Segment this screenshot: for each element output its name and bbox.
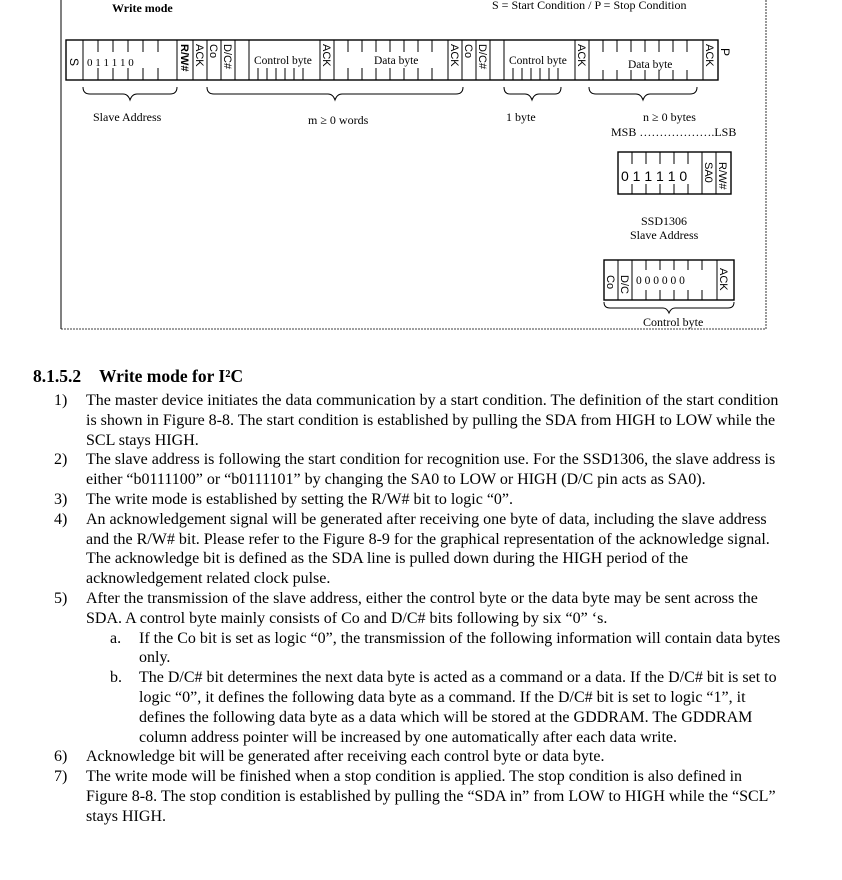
list-item (33, 391, 786, 450)
section-title: Write mode for I²C (99, 366, 244, 386)
one-byte-label: 1 byte (506, 110, 536, 124)
write-mode-section (33, 366, 823, 827)
sub-list-marker: a. (110, 629, 122, 647)
list-item-text: The master device initiates the data communication by a start condition. The definition of the start condition is shown in Figure 8-8. The start condition is established by pulling the SDA from HIGH to LOW while the SCL stays HIGH. (86, 392, 779, 449)
ack-label-1: ACK (193, 44, 205, 67)
write-mode-steps (33, 391, 823, 827)
m-words-label: m ≥ 0 words (308, 113, 369, 127)
list-marker: 4) (54, 510, 68, 528)
slave-address-detail (618, 152, 731, 242)
ack-label-2: ACK (320, 44, 332, 67)
data-byte-label-2: Data byte (628, 59, 673, 71)
slave-detail-bits: 0 1 1 1 1 0 (621, 168, 688, 184)
i2c-frame (66, 40, 732, 80)
slave-detail-caption: Slave Address (630, 228, 699, 242)
dc-label-1: D/C# (221, 44, 233, 70)
sa0-bit-label: SA0 (702, 162, 714, 183)
data-byte-label-1: Data byte (374, 55, 419, 67)
list-item-text: An acknowledgement signal will be generated after receiving one byte of data, including the slave address and the R/W# bit. Please refer to the Figure 8-9 for the graphical representation of the acknowledge signal. The acknowledge bit is defined as the SDA line is pulled down during the HIGH period of the acknowledgement related clock pulse. (86, 510, 770, 588)
sub-list-marker: b. (110, 669, 122, 687)
control-detail-dc: D/C (618, 275, 630, 294)
list-item-text: After the transmission of the slave address, either the control byte or the data byte may be sent across the SDA. A control byte mainly consists of Co and D/C# bits following by six “0” ‘s. (86, 589, 758, 627)
control-byte-detail (604, 260, 734, 329)
rw-bit-label: R/W# (178, 44, 190, 72)
sub-list-item (82, 629, 789, 669)
list-item-text: The write mode is established by setting the R/W# bit to logic “0”. (86, 490, 514, 508)
control-detail-caption: Control byte (643, 315, 704, 329)
list-item (33, 747, 786, 767)
msb-lsb-label: MSB ……………….LSB (611, 125, 737, 139)
list-marker: 3) (54, 490, 68, 508)
slave-detail-rw-label: R/W# (716, 162, 728, 190)
list-item (33, 490, 786, 510)
diagram-title-write-mode: Write mode (112, 1, 173, 15)
n-bytes-label: n ≥ 0 bytes (643, 110, 696, 124)
grouping-braces (83, 87, 697, 100)
control-byte-label-2: Control byte (509, 55, 567, 67)
ack-label-5: ACK (703, 44, 715, 67)
control-byte-subitems (86, 629, 786, 748)
ack-label-3: ACK (448, 44, 460, 67)
diagram-title-conditions: S = Start Condition / P = Stop Condition (492, 0, 687, 12)
section-number: 8.1.5.2 (33, 366, 82, 386)
list-marker: 5) (54, 589, 68, 607)
list-item (33, 589, 786, 747)
list-item-text: Acknowledge bit will be generated after receiving each control byte or data byte. (86, 748, 605, 766)
ssd1306-label: SSD1306 (641, 214, 688, 228)
control-detail-bits: 0 0 0 0 0 0 (636, 275, 685, 287)
i2c-write-mode-diagram (0, 0, 842, 345)
list-item-text: The slave address is following the start condition for recognition use. For the SSD1306, the slave address is either “b0111100” or “b0111101” by changing the SA0 to LOW or HIGH (D/C pin acts as SA0). (86, 451, 776, 489)
list-marker: 1) (54, 392, 68, 409)
slave-address-group-label: Slave Address (93, 110, 162, 124)
control-byte-label-1: Control byte (254, 55, 312, 67)
control-detail-brace (604, 302, 734, 313)
list-item (33, 510, 786, 589)
list-marker: 6) (54, 748, 68, 766)
section-heading (33, 366, 823, 387)
list-item (33, 450, 786, 490)
list-marker: 7) (54, 768, 68, 786)
control-detail-ack: ACK (717, 268, 729, 291)
sub-list-item-text: If the Co bit is set as logic “0”, the transmission of the following information will contain data bytes only. (139, 629, 781, 667)
list-marker: 2) (54, 451, 68, 469)
control-detail-co: Co (604, 275, 616, 290)
sub-list-item-text: The D/C# bit determines the next data byte is acted as a command or a data. If the D/C# bit is set to logic “0”, it defines the following data byte as a command. If the D/C# bit is set to logic “1”, it defines the following data byte as a data which will be stored at the GDDRAM. The GDDRAM column address pointer will be increased by one automatically after each data write. (139, 669, 777, 746)
co-label-1: Co (207, 44, 219, 59)
slave-address-bits: 0 1 1 1 1 0 (87, 57, 134, 69)
start-bit-label: S (67, 58, 81, 67)
list-item (33, 767, 786, 826)
sub-list-item (82, 668, 789, 747)
list-item-text: The write mode will be finished when a stop condition is applied. The stop condition is also defined in Figure 8-8. The stop condition is established by pulling the “SDA in” from LOW to HIGH while the “SCL” stays HIGH. (86, 768, 776, 825)
ack-label-4: ACK (575, 44, 587, 67)
dc-label-2: D/C# (476, 44, 488, 70)
stop-bit-label: P (718, 48, 732, 57)
co-label-2: Co (462, 44, 474, 59)
